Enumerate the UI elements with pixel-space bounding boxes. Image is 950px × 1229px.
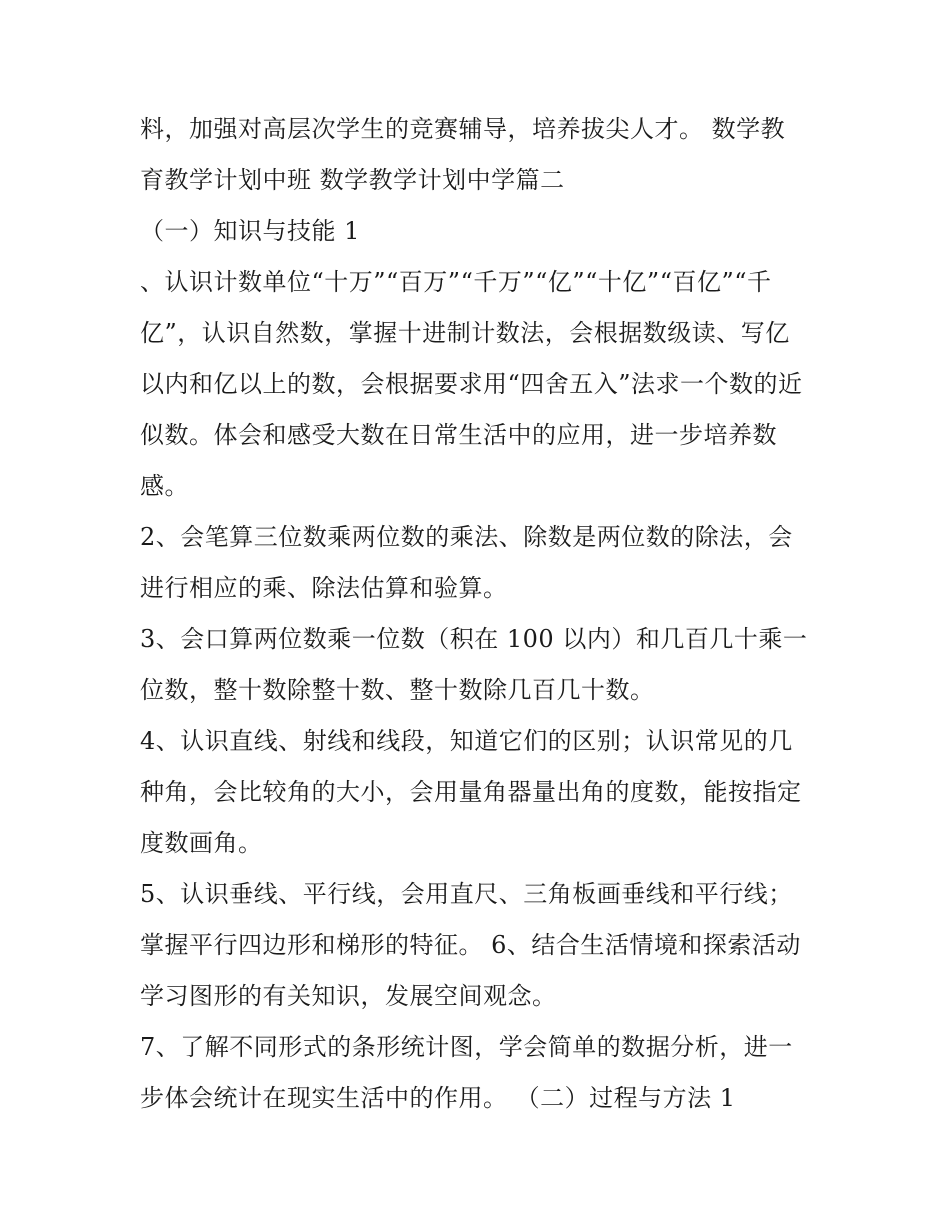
text-line: 掌握平行四边形和梯形的特征。 6、结合生活情境和探索活动 xyxy=(140,931,801,959)
text-line: 位数，整十数除整十数、整十数除几百几十数。 xyxy=(140,676,655,704)
text-line: 育教学计划中班 数学教学计划中学篇二 xyxy=(140,166,565,194)
text-line: 4、认识直线、射线和线段，知道它们的区别；认识常见的几 xyxy=(140,727,793,755)
text-line: 、认识计数单位“十万”“百万”“千万”“亿”“十亿”“百亿”“千 xyxy=(140,268,772,296)
text-line: 以内和亿以上的数，会根据要求用“四舍五入”法求一个数的近 xyxy=(140,370,803,398)
text-line: 似数。体会和感受大数在日常生活中的应用，进一步培养数 xyxy=(140,421,777,449)
text-line: 3、会口算两位数乘一位数（积在 100 以内）和几百几十乘一 xyxy=(140,625,808,653)
text-line: 感。 xyxy=(140,472,189,500)
text-line: 料，加强对高层次学生的竞赛辅导，培养拔尖人才。 数学教 xyxy=(140,115,786,143)
text-line: 种角，会比较角的大小，会用量角器量出角的度数，能按指定 xyxy=(140,778,802,806)
text-line: 5、认识垂线、平行线，会用直尺、三角板画垂线和平行线； xyxy=(140,880,793,908)
text-line: 学习图形的有关知识，发展空间观念。 xyxy=(140,982,557,1010)
section-heading: （一）知识与技能 1 xyxy=(140,217,360,245)
text-line: 亿”，认识自然数，掌握十进制计数法，会根据数级读、写亿 xyxy=(140,319,790,347)
text-line: 进行相应的乘、除法估算和验算。 xyxy=(140,574,508,602)
text-line: 7、了解不同形式的条形统计图，学会简单的数据分析，进一 xyxy=(140,1033,793,1061)
text-line: 步体会统计在现实生活中的作用。 （二）过程与方法 1 xyxy=(140,1084,736,1112)
text-line: 2、会笔算三位数乘两位数的乘法、除数是两位数的除法，会 xyxy=(140,523,793,551)
text-line: 度数画角。 xyxy=(140,829,263,857)
